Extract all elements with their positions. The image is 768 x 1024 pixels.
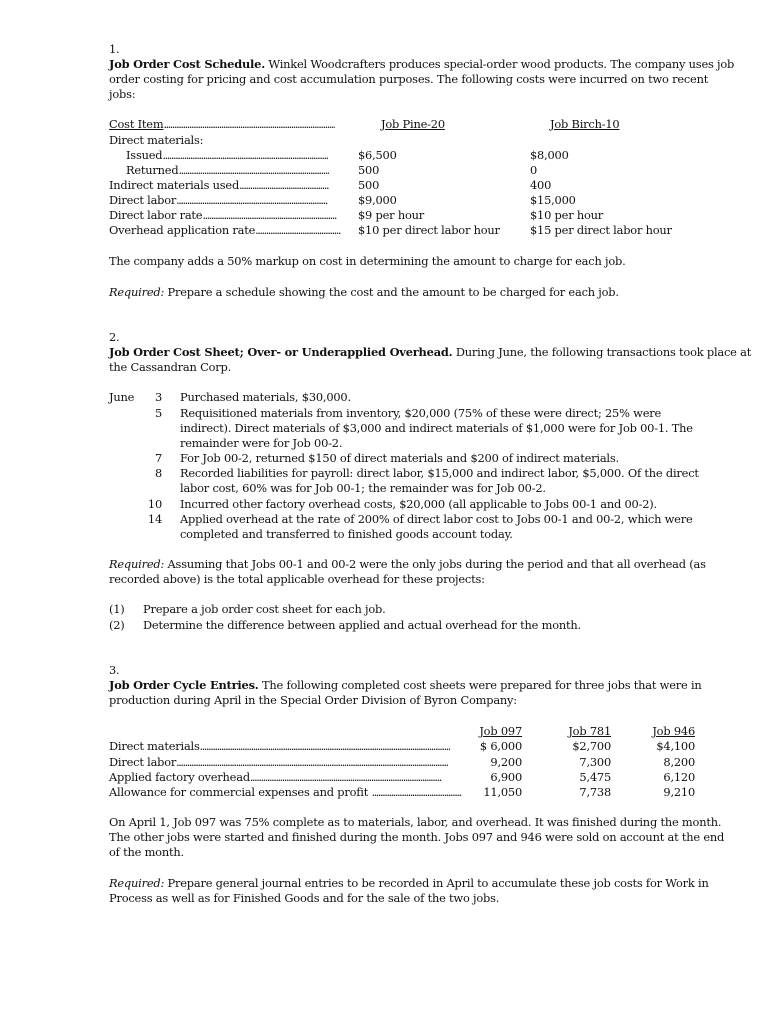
dot-leader [163,117,335,132]
transaction-text: Purchased materials, $30,000. [180,390,351,404]
cost-row-label [109,193,328,208]
problem-2-intro-text: During June, the following transactions took place at [455,345,752,359]
cost-row-label: Direct materials: [109,133,204,147]
job-cost-row-label-text: Direct labor [109,755,177,769]
job-cost-row-label-text: Allowance for commercial expenses and profit [109,785,369,799]
transaction-text: For Job 00-2, returned $150 of direct materials and $200 of indirect materials. [180,451,619,465]
cost-row-label [109,223,341,238]
job-946-header: Job 946 [652,724,695,738]
problem-2-title: Job Order Cost Sheet; Over- or Underapplied Overhead. [109,345,453,359]
problem-3-number: 3. [109,663,120,677]
cost-pine-value: $9,000 [358,193,397,207]
cost-row-label [109,208,337,223]
transaction-day: 14 [147,512,162,526]
transaction-text: Applied overhead at the rate of 200% of direct labor cost to Jobs 00-1 and 00-2, which were [180,512,693,526]
problem-2-intro-line-2: the Cassandran Corp. [109,360,232,374]
job-cost-row-label [109,755,448,770]
job-781-header: Job 781 [568,724,611,738]
transaction-day: 3 [154,390,162,404]
dot-leader [255,223,341,238]
problem-3-required-line-2: Process as well as for Finished Goods and for the sale of the two jobs. [109,891,500,905]
cost-birch-value: 0 [530,163,538,177]
transaction-day: 10 [147,497,162,511]
cost-pine-value: $6,500 [358,148,397,162]
problem-3-paragraph-line-1: On April 1, Job 097 was 75% complete as to materials, labor, and overhead. It was finished during the month. [109,815,722,829]
dot-leader [200,739,450,754]
cost-row-label [109,178,329,193]
job-946-value: $4,100 [656,739,695,753]
dot-leader [202,208,337,223]
transaction-day: 5 [154,406,162,420]
problem-2-intro-line-1 [109,345,751,360]
cost-pine-value: 500 [358,178,380,192]
cost-birch-value: $15 per direct labor hour [530,223,672,237]
job-781-value: 7,738 [579,785,611,799]
cost-row-label-text: Direct labor rate [109,208,203,222]
problem-1-intro-line-2: order costing for pricing and cost accumulation purposes. The following costs were incurred on two recent [109,72,709,86]
job-cost-row-label-text: Applied factory overhead [109,770,250,784]
problem-3-intro-text: The following completed cost sheets were prepared for three jobs that were in [261,678,702,692]
problem-3-title: Job Order Cycle Entries. [109,678,259,692]
job-946-value: 8,200 [663,755,695,769]
problem-2-number: 2. [109,330,120,344]
cost-pine-value: 500 [358,163,380,177]
cost-birch-value: $15,000 [530,193,576,207]
job-097-value: 6,900 [490,770,522,784]
dot-leader [178,163,329,178]
job-946-value: 6,120 [663,770,695,784]
month-label: June [109,390,135,404]
problem-2-required [109,557,706,572]
problem-3-intro-line-1 [109,678,702,693]
transaction-day: 7 [154,451,162,465]
problem-3-paragraph-line-3: of the month. [109,845,184,859]
dot-leader [250,770,442,785]
job-781-value: 7,300 [579,755,611,769]
markup-note: The company adds a 50% markup on cost in determining the amount to charge for each job. [109,254,626,268]
transaction-text: labor cost, 60% was for Job 00-1; the remainder was for Job 00-2. [180,481,546,495]
dot-leader [176,193,328,208]
job-cost-row-label [109,770,442,785]
cost-item-header [109,117,335,132]
cost-pine-value: $9 per hour [358,208,424,222]
required-text: Prepare general journal entries to be recorded in April to accumulate these job costs for Work in [167,876,709,890]
cost-item-header-label: Cost Item [109,117,164,131]
required-text: Prepare a schedule showing the cost and the amount to be charged for each job. [167,285,619,299]
required-text: Assuming that Jobs 00-1 and 00-2 were the only jobs during the period and that all overhead (as [167,557,706,571]
requirement-number: (2) [109,618,125,632]
job-cost-row-label [109,785,462,800]
cost-pine-value: $10 per direct labor hour [358,223,500,237]
problem-1-intro-line-1 [109,57,734,72]
transaction-text: Incurred other factory overhead costs, $20,000 (all applicable to Jobs 00-1 and 00-2). [180,497,657,511]
job-cost-row-label [109,739,450,754]
problem-1-intro-text: Winkel Woodcrafters produces special-order wood products. The company uses job [268,57,735,71]
dot-leader [239,178,329,193]
required-label: Required: [109,285,165,299]
problem-1-intro-line-3: jobs: [109,87,136,101]
transaction-day: 8 [154,466,162,480]
transaction-text: Requisitioned materials from inventory, $20,000 (75% of these were direct; 25% were [180,406,662,420]
required-label: Required: [109,557,165,571]
transaction-text: remainder were for Job 00-2. [180,436,343,450]
cost-row-label-text: Indirect materials used [109,178,240,192]
cost-row-label-text: Returned [126,163,179,177]
problem-3-required [109,876,709,891]
job-097-header: Job 097 [479,724,522,738]
required-label: Required: [109,876,165,890]
transaction-text: Recorded liabilities for payroll: direct labor, $15,000 and indirect labor, $5,000. Of the direct [180,466,699,480]
requirement-number: (1) [109,602,125,616]
dot-leader [372,785,462,800]
job-birch-header: Job Birch-10 [550,117,620,131]
problem-1-number: 1. [109,42,120,56]
problem-2-required-line-2: recorded above) is the total applicable overhead for these projects: [109,572,485,586]
cost-birch-value: $8,000 [530,148,569,162]
job-cost-row-label-text: Direct materials [109,739,200,753]
job-097-value: 11,050 [483,785,522,799]
job-781-value: 5,475 [579,770,611,784]
cost-row-label [126,148,328,163]
cost-row-label-text: Direct labor [109,193,177,207]
transaction-text: completed and transferred to finished goods account today. [180,527,513,541]
problem-3-intro-line-2: production during April in the Special Order Division of Byron Company: [109,693,517,707]
cost-birch-value: 400 [530,178,552,192]
job-946-value: 9,210 [663,785,695,799]
transaction-text: indirect). Direct materials of $3,000 and indirect materials of $1,000 were for Job 00-1. The [180,421,693,435]
job-097-value: $ 6,000 [479,739,522,753]
job-pine-header: Job Pine-20 [381,117,445,131]
cost-row-label [126,163,329,178]
cost-row-label-text: Issued [126,148,163,162]
cost-birch-value: $10 per hour [530,208,604,222]
problem-1-required [109,285,619,300]
dot-leader [176,755,448,770]
job-781-value: $2,700 [572,739,611,753]
job-097-value: 9,200 [490,755,522,769]
requirement-text: Determine the difference between applied and actual overhead for the month. [143,618,581,632]
problem-3-paragraph-line-2: The other jobs were started and finished during the month. Jobs 097 and 946 were sold on account at the end [109,830,725,844]
dot-leader [162,148,328,163]
requirement-text: Prepare a job order cost sheet for each job. [143,602,386,616]
cost-row-label-text: Overhead application rate [109,223,256,237]
problem-1-title: Job Order Cost Schedule. [109,57,265,71]
